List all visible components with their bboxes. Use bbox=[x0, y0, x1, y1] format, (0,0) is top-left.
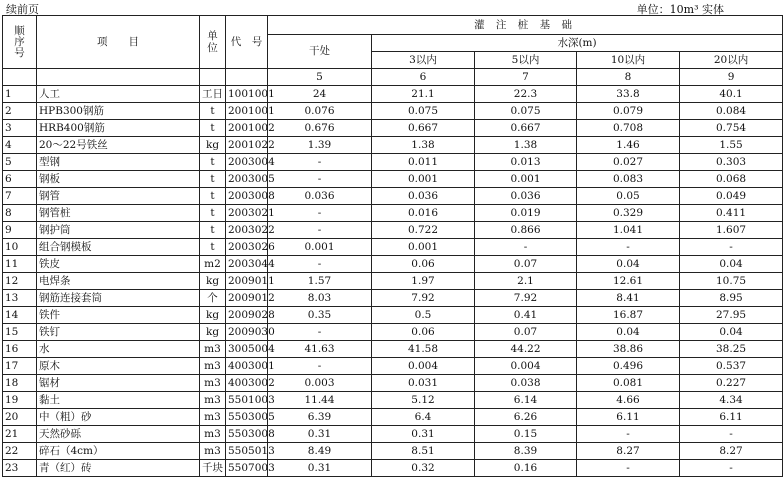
table-body bbox=[3, 86, 783, 477]
header-depth-1: 3以内 bbox=[372, 52, 475, 69]
row-value: - bbox=[268, 171, 372, 188]
row-value: 0.004 bbox=[475, 358, 577, 375]
row-unit: kg bbox=[200, 307, 226, 324]
row-value: 0.667 bbox=[475, 120, 577, 137]
row-item-name: HRB400钢筋 bbox=[37, 120, 200, 137]
row-value: 6.26 bbox=[475, 409, 577, 426]
row-value: - bbox=[268, 222, 372, 239]
row-value: 27.95 bbox=[680, 307, 783, 324]
row-value: 0.06 bbox=[372, 324, 475, 341]
row-value: 10.75 bbox=[680, 273, 783, 290]
row-value: 6.4 bbox=[372, 409, 475, 426]
row-item-name: 锯材 bbox=[37, 375, 200, 392]
row-value: 0.076 bbox=[268, 103, 372, 120]
row-value: 0.06 bbox=[372, 256, 475, 273]
row-number: 8 bbox=[3, 205, 37, 222]
row-value: 0.329 bbox=[577, 205, 680, 222]
row-item-name: 钢管 bbox=[37, 188, 200, 205]
row-number: 20 bbox=[3, 409, 37, 426]
header-dry: 干处 bbox=[268, 35, 372, 69]
row-item-name: 型钢 bbox=[37, 154, 200, 171]
row-unit: m3 bbox=[200, 358, 226, 375]
row-code: 2003005 bbox=[226, 171, 268, 188]
row-unit: m3 bbox=[200, 392, 226, 409]
row-number: 4 bbox=[3, 137, 37, 154]
row-value: 0.004 bbox=[372, 358, 475, 375]
row-unit: t bbox=[200, 120, 226, 137]
row-value: - bbox=[577, 239, 680, 256]
row-value: 1.55 bbox=[680, 137, 783, 154]
row-value: 6.11 bbox=[577, 409, 680, 426]
row-value: 4.66 bbox=[577, 392, 680, 409]
row-value: 0.075 bbox=[372, 103, 475, 120]
row-unit: t bbox=[200, 239, 226, 256]
row-value: 0.084 bbox=[680, 103, 783, 120]
row-number: 17 bbox=[3, 358, 37, 375]
row-value: 12.61 bbox=[577, 273, 680, 290]
row-item-name: 20～22号铁丝 bbox=[37, 137, 200, 154]
row-value: 1.57 bbox=[268, 273, 372, 290]
row-value: 8.41 bbox=[577, 290, 680, 307]
row-code: 5501003 bbox=[226, 392, 268, 409]
row-value: 1.38 bbox=[372, 137, 475, 154]
table-row bbox=[3, 171, 783, 188]
row-value: 1.041 bbox=[577, 222, 680, 239]
row-value: 0.011 bbox=[372, 154, 475, 171]
row-unit: m3 bbox=[200, 409, 226, 426]
row-number: 1 bbox=[3, 86, 37, 103]
table-row bbox=[3, 273, 783, 290]
row-value: 16.87 bbox=[577, 307, 680, 324]
row-value: - bbox=[475, 239, 577, 256]
row-value: 24 bbox=[268, 86, 372, 103]
row-item-name: 人工 bbox=[37, 86, 200, 103]
row-item-name: 组合钢模板 bbox=[37, 239, 200, 256]
row-value: 0.35 bbox=[268, 307, 372, 324]
row-value: - bbox=[268, 205, 372, 222]
row-item-name: 碎石（4cm） bbox=[37, 443, 200, 460]
row-value: 40.1 bbox=[680, 86, 783, 103]
row-item-name: 铁件 bbox=[37, 307, 200, 324]
row-value: 0.036 bbox=[268, 188, 372, 205]
row-value: 0.227 bbox=[680, 375, 783, 392]
row-value: 1.607 bbox=[680, 222, 783, 239]
row-code: 5503008 bbox=[226, 426, 268, 443]
header-blank-4 bbox=[226, 69, 268, 86]
row-item-name: 钢筋连接套筒 bbox=[37, 290, 200, 307]
table-row bbox=[3, 154, 783, 171]
row-value: 0.5 bbox=[372, 307, 475, 324]
row-value: 0.31 bbox=[372, 426, 475, 443]
row-value: 8.95 bbox=[680, 290, 783, 307]
header-item: 项 目 bbox=[37, 16, 200, 69]
row-value: 0.16 bbox=[475, 460, 577, 477]
page-header bbox=[0, 0, 784, 16]
row-value: - bbox=[268, 154, 372, 171]
table-row bbox=[3, 392, 783, 409]
row-unit: m3 bbox=[200, 341, 226, 358]
row-number: 11 bbox=[3, 256, 37, 273]
row-number: 9 bbox=[3, 222, 37, 239]
row-value: 0.496 bbox=[577, 358, 680, 375]
row-value: 7.92 bbox=[475, 290, 577, 307]
row-item-name: HPB300钢筋 bbox=[37, 103, 200, 120]
row-number: 22 bbox=[3, 443, 37, 460]
row-code: 2009028 bbox=[226, 307, 268, 324]
header-colnum-6: 6 bbox=[372, 69, 475, 86]
row-value: 0.001 bbox=[372, 239, 475, 256]
row-value: 33.8 bbox=[577, 86, 680, 103]
row-value: 0.049 bbox=[680, 188, 783, 205]
quota-table bbox=[2, 15, 783, 477]
row-value: 0.036 bbox=[475, 188, 577, 205]
unit-label: 单位：10m³ 实体 bbox=[636, 3, 724, 16]
header-depth-2: 5以内 bbox=[475, 52, 577, 69]
row-code: 2003021 bbox=[226, 205, 268, 222]
row-value: 0.722 bbox=[372, 222, 475, 239]
table-row bbox=[3, 239, 783, 256]
row-value: 0.04 bbox=[577, 256, 680, 273]
row-unit: t bbox=[200, 205, 226, 222]
row-code: 2003004 bbox=[226, 154, 268, 171]
row-unit: t bbox=[200, 171, 226, 188]
row-item-name: 钢管桩 bbox=[37, 205, 200, 222]
row-value: 41.63 bbox=[268, 341, 372, 358]
row-unit: 个 bbox=[200, 290, 226, 307]
header-group: 灌 注 桩 基 础 bbox=[268, 16, 783, 35]
row-value: - bbox=[577, 426, 680, 443]
table-row bbox=[3, 222, 783, 239]
row-value: 0.001 bbox=[268, 239, 372, 256]
table-row bbox=[3, 358, 783, 375]
row-code: 2009011 bbox=[226, 273, 268, 290]
row-value: 0.001 bbox=[475, 171, 577, 188]
row-value: 0.15 bbox=[475, 426, 577, 443]
row-value: 0.083 bbox=[577, 171, 680, 188]
row-value: 6.39 bbox=[268, 409, 372, 426]
header-code: 代 号 bbox=[226, 16, 268, 69]
table-row bbox=[3, 460, 783, 477]
row-number: 7 bbox=[3, 188, 37, 205]
row-value: 5.12 bbox=[372, 392, 475, 409]
row-value: - bbox=[680, 460, 783, 477]
row-value: 0.754 bbox=[680, 120, 783, 137]
row-value: 8.51 bbox=[372, 443, 475, 460]
row-value: 0.081 bbox=[577, 375, 680, 392]
row-item-name: 天然砂砾 bbox=[37, 426, 200, 443]
table-row bbox=[3, 409, 783, 426]
row-number: 2 bbox=[3, 103, 37, 120]
table-row bbox=[3, 86, 783, 103]
row-value: 0.411 bbox=[680, 205, 783, 222]
row-code: 4003002 bbox=[226, 375, 268, 392]
row-value: 1.38 bbox=[475, 137, 577, 154]
row-item-name: 青（红）砖 bbox=[37, 460, 200, 477]
row-unit: m3 bbox=[200, 375, 226, 392]
table-row bbox=[3, 103, 783, 120]
row-number: 14 bbox=[3, 307, 37, 324]
row-number: 13 bbox=[3, 290, 37, 307]
row-value: 0.708 bbox=[577, 120, 680, 137]
header-unit: 单 位 bbox=[200, 16, 226, 69]
row-number: 5 bbox=[3, 154, 37, 171]
header-colnum-8: 8 bbox=[577, 69, 680, 86]
row-value: 0.031 bbox=[372, 375, 475, 392]
table-row bbox=[3, 205, 783, 222]
row-unit: kg bbox=[200, 324, 226, 341]
row-value: 44.22 bbox=[475, 341, 577, 358]
row-number: 15 bbox=[3, 324, 37, 341]
row-value: 1.39 bbox=[268, 137, 372, 154]
row-value: 11.44 bbox=[268, 392, 372, 409]
row-code: 2003044 bbox=[226, 256, 268, 273]
header-depth-4: 20以内 bbox=[680, 52, 783, 69]
row-unit: t bbox=[200, 154, 226, 171]
row-value: 0.079 bbox=[577, 103, 680, 120]
row-value: 0.04 bbox=[577, 324, 680, 341]
header-water: 水深(m) bbox=[372, 35, 783, 52]
row-item-name: 原木 bbox=[37, 358, 200, 375]
row-code: 4003001 bbox=[226, 358, 268, 375]
row-number: 12 bbox=[3, 273, 37, 290]
row-number: 19 bbox=[3, 392, 37, 409]
table-row bbox=[3, 256, 783, 273]
row-value: 0.676 bbox=[268, 120, 372, 137]
row-value: 0.31 bbox=[268, 460, 372, 477]
row-unit: 工日 bbox=[200, 86, 226, 103]
row-value: 0.013 bbox=[475, 154, 577, 171]
row-item-name: 电焊条 bbox=[37, 273, 200, 290]
header-colnum-9: 9 bbox=[680, 69, 783, 86]
row-value: - bbox=[680, 239, 783, 256]
row-value: 0.07 bbox=[475, 256, 577, 273]
row-number: 16 bbox=[3, 341, 37, 358]
header-depth-3: 10以内 bbox=[577, 52, 680, 69]
row-value: 0.04 bbox=[680, 324, 783, 341]
row-value: 41.58 bbox=[372, 341, 475, 358]
header-blank-1 bbox=[3, 69, 37, 86]
row-unit: kg bbox=[200, 137, 226, 154]
continued-label: 续前页 bbox=[6, 3, 39, 16]
row-unit: 千块 bbox=[200, 460, 226, 477]
row-value: 0.068 bbox=[680, 171, 783, 188]
table-row bbox=[3, 307, 783, 324]
header-colnum-7: 7 bbox=[475, 69, 577, 86]
row-value: 0.038 bbox=[475, 375, 577, 392]
row-value: 6.14 bbox=[475, 392, 577, 409]
row-number: 18 bbox=[3, 375, 37, 392]
row-item-name: 铁钉 bbox=[37, 324, 200, 341]
row-item-name: 钢板 bbox=[37, 171, 200, 188]
row-value: 0.016 bbox=[372, 205, 475, 222]
row-code: 5505013 bbox=[226, 443, 268, 460]
row-value: 22.3 bbox=[475, 86, 577, 103]
row-unit: t bbox=[200, 103, 226, 120]
row-value: 7.92 bbox=[372, 290, 475, 307]
row-code: 2001002 bbox=[226, 120, 268, 137]
row-unit: t bbox=[200, 222, 226, 239]
row-value: 0.003 bbox=[268, 375, 372, 392]
row-value: 4.34 bbox=[680, 392, 783, 409]
row-value: 0.075 bbox=[475, 103, 577, 120]
row-item-name: 黏土 bbox=[37, 392, 200, 409]
row-value: 8.03 bbox=[268, 290, 372, 307]
row-number: 21 bbox=[3, 426, 37, 443]
header-blank-2 bbox=[37, 69, 200, 86]
row-number: 10 bbox=[3, 239, 37, 256]
header-colnum-5: 5 bbox=[268, 69, 372, 86]
row-value: 0.303 bbox=[680, 154, 783, 171]
row-code: 2003022 bbox=[226, 222, 268, 239]
header-seq: 顺 序 号 bbox=[3, 16, 37, 69]
row-unit: kg bbox=[200, 273, 226, 290]
row-value: 0.866 bbox=[475, 222, 577, 239]
row-code: 2003008 bbox=[226, 188, 268, 205]
row-value: 38.25 bbox=[680, 341, 783, 358]
row-unit: m3 bbox=[200, 426, 226, 443]
table-row bbox=[3, 443, 783, 460]
row-code: 2003026 bbox=[226, 239, 268, 256]
row-value: 0.027 bbox=[577, 154, 680, 171]
row-item-name: 水 bbox=[37, 341, 200, 358]
row-value: 1.46 bbox=[577, 137, 680, 154]
table-row bbox=[3, 120, 783, 137]
row-value: 38.86 bbox=[577, 341, 680, 358]
row-unit: m3 bbox=[200, 443, 226, 460]
row-value: 0.31 bbox=[268, 426, 372, 443]
row-number: 23 bbox=[3, 460, 37, 477]
table-row bbox=[3, 290, 783, 307]
row-value: 8.27 bbox=[680, 443, 783, 460]
row-code: 2001001 bbox=[226, 103, 268, 120]
row-value: 0.32 bbox=[372, 460, 475, 477]
table-row bbox=[3, 137, 783, 154]
row-code: 2009012 bbox=[226, 290, 268, 307]
row-item-name: 中（粗）砂 bbox=[37, 409, 200, 426]
row-item-name: 钢护筒 bbox=[37, 222, 200, 239]
row-value: 0.537 bbox=[680, 358, 783, 375]
table-row bbox=[3, 426, 783, 443]
row-unit: t bbox=[200, 188, 226, 205]
row-value: 6.11 bbox=[680, 409, 783, 426]
row-value: 0.019 bbox=[475, 205, 577, 222]
table-row bbox=[3, 188, 783, 205]
table-row bbox=[3, 341, 783, 358]
row-value: 1.97 bbox=[372, 273, 475, 290]
row-unit: m2 bbox=[200, 256, 226, 273]
row-item-name: 铁皮 bbox=[37, 256, 200, 273]
table-row bbox=[3, 324, 783, 341]
row-value: 0.41 bbox=[475, 307, 577, 324]
row-value: 21.1 bbox=[372, 86, 475, 103]
row-value: - bbox=[268, 256, 372, 273]
row-value: 0.04 bbox=[680, 256, 783, 273]
row-value: - bbox=[268, 324, 372, 341]
row-value: 8.27 bbox=[577, 443, 680, 460]
table-row bbox=[3, 375, 783, 392]
row-code: 2009030 bbox=[226, 324, 268, 341]
row-number: 6 bbox=[3, 171, 37, 188]
row-code: 2001022 bbox=[226, 137, 268, 154]
row-code: 1001001 bbox=[226, 86, 268, 103]
header-blank-3 bbox=[200, 69, 226, 86]
row-value: 8.49 bbox=[268, 443, 372, 460]
row-value: 0.001 bbox=[372, 171, 475, 188]
row-code: 3005004 bbox=[226, 341, 268, 358]
row-value: - bbox=[268, 358, 372, 375]
row-value: 0.05 bbox=[577, 188, 680, 205]
row-value: 0.036 bbox=[372, 188, 475, 205]
row-value: 0.667 bbox=[372, 120, 475, 137]
row-value: 2.1 bbox=[475, 273, 577, 290]
row-value: - bbox=[577, 460, 680, 477]
row-value: 8.39 bbox=[475, 443, 577, 460]
row-code: 5503005 bbox=[226, 409, 268, 426]
row-number: 3 bbox=[3, 120, 37, 137]
row-code: 5507003 bbox=[226, 460, 268, 477]
row-value: - bbox=[680, 426, 783, 443]
row-value: 0.07 bbox=[475, 324, 577, 341]
